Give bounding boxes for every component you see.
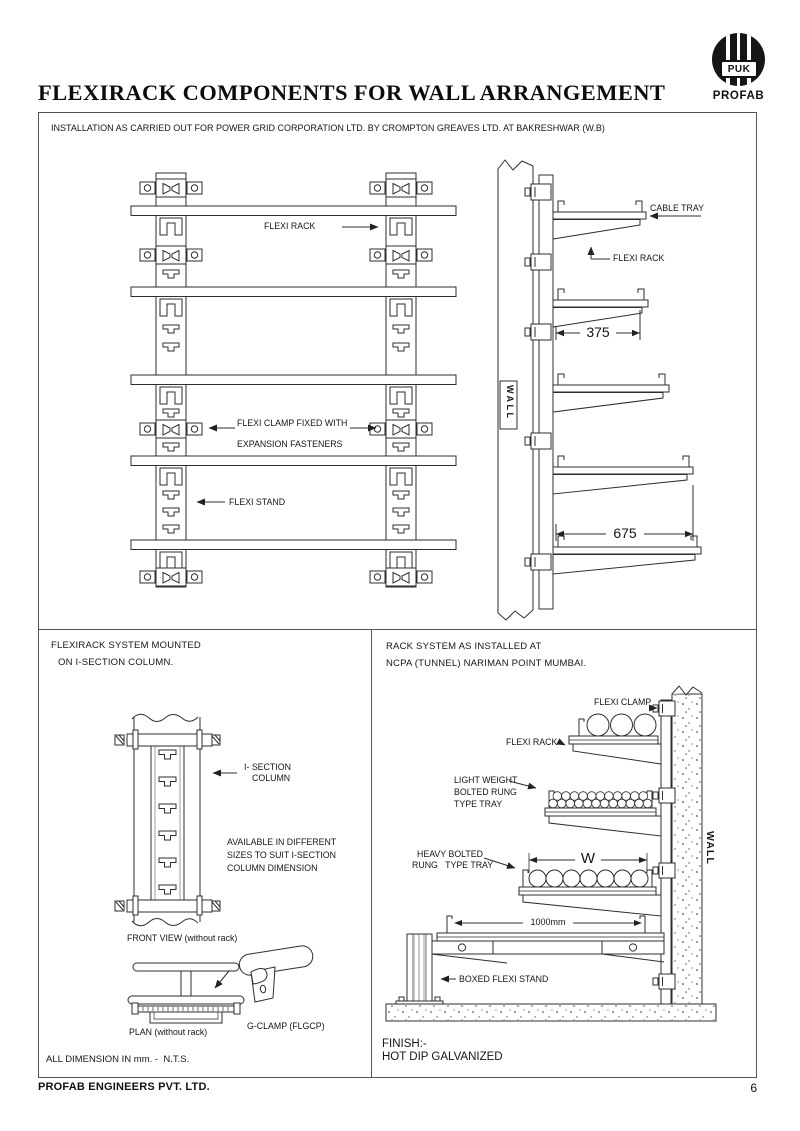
footer-page-number: 6 <box>750 1081 757 1095</box>
label-boxed-stand: BOXED FLEXI STAND <box>459 974 549 984</box>
dimension-w: W <box>575 850 601 867</box>
front-view-drawing <box>131 173 456 587</box>
note-line-2: SIZES TO SUIT I-SECTION <box>227 850 337 860</box>
brand-name: PROFAB <box>712 90 765 102</box>
installation-caption: INSTALLATION AS CARRIED OUT FOR POWER GRID CORPORATION LTD. BY CROMPTON GREAVES LTD. AT BAKRESHWAR (W.B) <box>51 123 605 133</box>
label-i-section-2: COLUMN <box>252 773 291 783</box>
dimension-1000mm: 1000mm <box>523 917 573 927</box>
dimension-footnote: ALL DIMENSION IN mm. - N.T.S. <box>46 1054 190 1065</box>
label-light-tray-2: BOLTED RUNG <box>454 787 517 797</box>
left-panel-heading-2: ON I-SECTION COLUMN. <box>58 657 174 668</box>
side-view-drawing <box>498 160 701 620</box>
panel-wall-arrangement <box>39 113 756 630</box>
dimension-675: 675 <box>606 525 644 541</box>
label-i-section-1: I- SECTION <box>244 762 291 772</box>
note-line-1: AVAILABLE IN DIFFERENT <box>227 837 337 847</box>
caption-plan: PLAN (without rack) <box>129 1027 208 1037</box>
footer-company: PROFAB ENGINEERS PVT. LTD. <box>38 1081 210 1093</box>
wall-arrangement-drawing <box>39 113 758 629</box>
label-flexi-stand: FLEXI STAND <box>229 497 286 507</box>
right-panel-heading-2: NCPA (TUNNEL) NARIMAN POINT MUMBAI. <box>386 658 587 669</box>
caption-front-view: FRONT VIEW (without rack) <box>127 933 238 943</box>
right-panel-heading-1: RACK SYSTEM AS INSTALLED AT <box>386 641 542 652</box>
bottom-panels <box>39 630 756 1078</box>
dimension-375: 375 <box>580 324 616 340</box>
logo-puk-text: PUK <box>720 60 758 78</box>
label-flexi-rack: FLEXI RACK <box>264 221 316 231</box>
label-wall: WALL <box>505 385 515 421</box>
label-flexi-clamp-2: EXPANSION FASTENERS <box>237 439 343 449</box>
label-flexi-rack-side: FLEXI RACK <box>613 253 665 263</box>
finish-line-1: FINISH:- <box>382 1038 427 1050</box>
puk-logo-icon <box>712 33 765 86</box>
left-panel-heading-1: FLEXIRACK SYSTEM MOUNTED <box>51 640 201 651</box>
caption-g-clamp: G-CLAMP (FLGCP) <box>247 1021 325 1031</box>
label-flexi-clamp: FLEXI CLAMP <box>594 697 652 707</box>
label-cable-tray: CABLE TRAY <box>650 203 704 213</box>
label-light-tray-3: TYPE TRAY <box>454 799 503 809</box>
label-light-tray-1: LIGHT WEIGHT <box>454 775 518 785</box>
drawing-sheet <box>38 112 757 1078</box>
label-heavy-tray-2: RUNG TYPE TRAY <box>412 860 494 870</box>
panel-i-section <box>39 630 372 1078</box>
page-title: FLEXIRACK COMPONENTS FOR WALL ARRANGEMENT <box>38 80 666 105</box>
panel-ncpa <box>372 630 756 1078</box>
label-wall: WALL <box>704 831 716 865</box>
label-flexi-rack: FLEXI RACK <box>506 737 558 747</box>
label-flexi-clamp-1: FLEXI CLAMP FIXED WITH <box>237 418 348 428</box>
note-line-3: COLUMN DIMENSION <box>227 863 318 873</box>
finish-line-2: HOT DIP GALVANIZED <box>382 1051 503 1063</box>
label-heavy-tray-1: HEAVY BOLTED <box>417 849 483 859</box>
